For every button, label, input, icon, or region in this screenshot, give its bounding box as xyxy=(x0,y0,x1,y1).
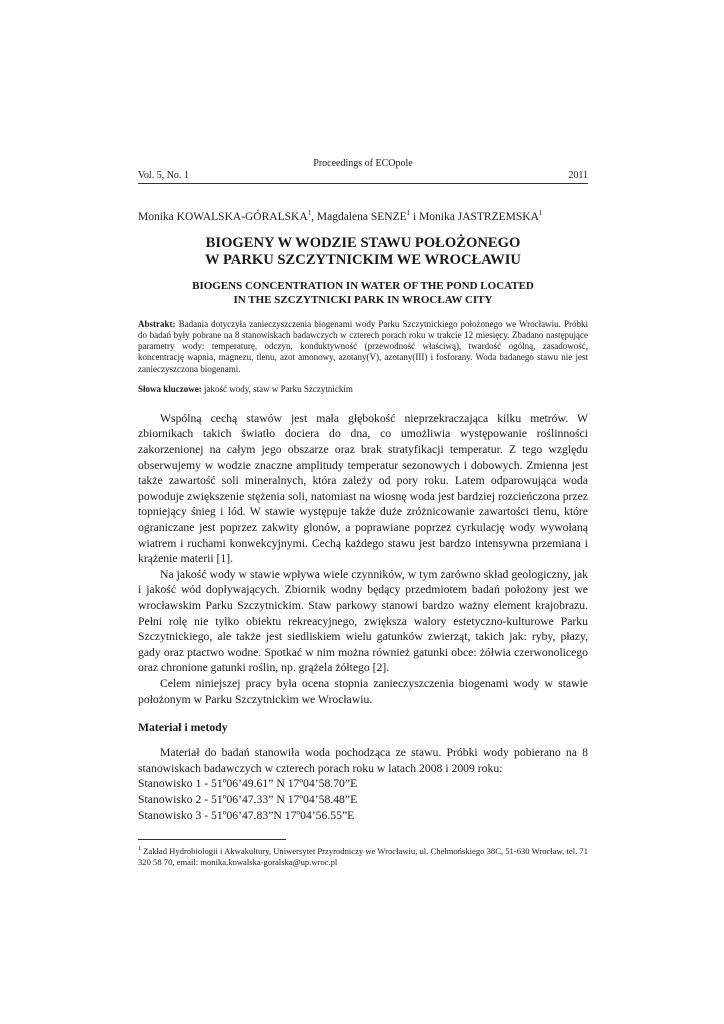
volume-number: Vol. 5, No. 1 xyxy=(138,170,189,181)
sampling-site-3: Stanowisko 3 - 51º06’47.83”N 17º04’56.55”E xyxy=(138,808,355,822)
keywords-label: Słowa kluczowe: xyxy=(138,383,202,394)
author-3: Monika JASTRZEMSKA xyxy=(419,210,539,223)
volume-row xyxy=(138,170,588,184)
sampling-site-1: Stanowisko 1 - 51º06’49.61” N 17º04’58.70”E xyxy=(138,777,358,791)
author-1: Monika KOWALSKA-GÓRALSKA xyxy=(138,210,308,223)
author-1-affiliation: 1 xyxy=(307,209,312,217)
author-separator: , xyxy=(311,210,317,223)
footnote-marker: 1 xyxy=(138,846,141,853)
title-polish-line-2: W PARKU SZCZYTNICKIM WE WROCŁAWIU xyxy=(205,251,521,268)
keywords-text: jakość wody, staw w Parku Szczytnickim xyxy=(201,383,353,394)
methods-body xyxy=(138,745,588,823)
title-english xyxy=(138,279,588,307)
footnote-affiliation xyxy=(138,844,588,868)
section-heading-methods: Materiał i metody xyxy=(138,721,228,735)
paper-page xyxy=(138,158,588,868)
keywords xyxy=(138,384,588,395)
publication-year: 2011 xyxy=(568,170,588,181)
abstract xyxy=(138,319,588,375)
author-3-affiliation: 1 xyxy=(538,209,543,217)
abstract-text: Badania dotyczyła zanieczyszczenia biogenami wody Parku Szczytnickiego położonego we Wrocławiu. Próbki do badań były pobrane na 8 stanowiskach badawczych w czterech porach roku w trakcie 12 miesięcy. Zbadano następujące parametry wody: temperaturę, odczyn, konduktywność (przewodność właściwą), twardość ogólną, zasadowość, koncentrację wapnia, magnezu, tlenu, azot amonowy, azotany(V), azotany(III) i fosforany. Woda badanego stawu nie jest zanieczyszczona biogenami. xyxy=(138,318,588,374)
author-2-affiliation: 1 xyxy=(406,209,411,217)
footnote-divider xyxy=(138,839,286,840)
body-paragraph-2: Na jakość wody w stawie wpływa wiele czynników, w tym zarówno skład geologiczny, jak i jakość wód dopływających. Zbiornik wodny będący przedmiotem badań położony jest we wrocławskim Parku Szczytnickim. Staw parkowy stanowi bardzo ważny element krajobrazu. Pełni rolę nie tylko obiektu rekreacyjnego, zwiększa walory estetyczno-kulturowe Parku Szczytnickiego, ale także jest siedliskiem wielu gatunków zwierząt, takich jak: ryby, płazy, gady oraz ptactwo wodne. Spotkać w nim można również gatunki obce: żółwia czerwonolicego oraz chronione gatunki roślin, np. grążela żółtego [2]. xyxy=(138,567,588,675)
title-english-line-2: IN THE SZCZYTNICKI PARK IN WROCŁAW CITY xyxy=(233,293,493,306)
body-paragraph-1: Wspólną cechą stawów jest mała głębokość nieprzekraczająca kilku metrów. W zbiornikach takich światło dociera do dna, co umożliwia występowanie roślinności zakorzenionej na całym jego obszarze oraz brak stratyfikacji temperatur. Z tego względu obserwujemy w wodzie znaczne amplitudy temperatur sezonowych i dobowych. Zmienna jest także zawartość soli mineralnych, która zależy od pory roku. Latem odparowująca woda powoduje zwiększenie stężenia soli, natomiast na wiosnę woda jest bardziej rozcieńczona przez topniejący śnieg i lód. W stawie występuje także duże zróżnicowanie zawartości tlenu, które ograniczane jest poprzez zakwity glonów, a poprawiane poprzez cyrkulację wody wywołaną wiatrem i ruchami konwekcyjnymi. Cechą każdego stawu jest bardzo intensywna przemiana i krążenie materii [1]. xyxy=(138,411,588,566)
abstract-label: Abstrakt: xyxy=(138,318,176,329)
running-head: Proceedings of ECOpole xyxy=(313,158,413,169)
author-separator: i xyxy=(410,210,420,223)
introduction-body xyxy=(138,411,588,707)
methods-paragraph-1: Materiał do badań stanowiła woda pochodząca ze stawu. Próbki wody pobierano na 8 stanowiskach badawczych w czterech porach roku w latach 2008 i 2009 roku: xyxy=(138,746,588,775)
title-polish-line-1: BIOGENY W WODZIE STAWU POŁOŻONEGO xyxy=(205,234,521,251)
author-list xyxy=(138,206,588,224)
body-paragraph-3: Celem niniejszej pracy była ocena stopnia zanieczyszczenia biogenami wody w stawie położonym w Parku Szczytnickim we Wrocławiu. xyxy=(138,676,588,706)
title-english-line-1: BIOGENS CONCENTRATION IN WATER OF THE POND LOCATED xyxy=(192,279,534,292)
footnote-text: Zakład Hydrobiologii i Akwakultury, Uniwersytet Przyrodniczy we Wrocławiu, ul. Chełmońskiego 38C, 51-630 Wrocław, tel. 71 320 58 70, email: monika.kowalska-goralska@up.wroc.pl xyxy=(138,845,588,867)
sampling-site-2: Stanowisko 2 - 51º06’47.33” N 17º04’58.48”E xyxy=(138,792,358,806)
author-2: Magdalena SENZE xyxy=(316,210,407,223)
title-polish xyxy=(138,235,588,269)
